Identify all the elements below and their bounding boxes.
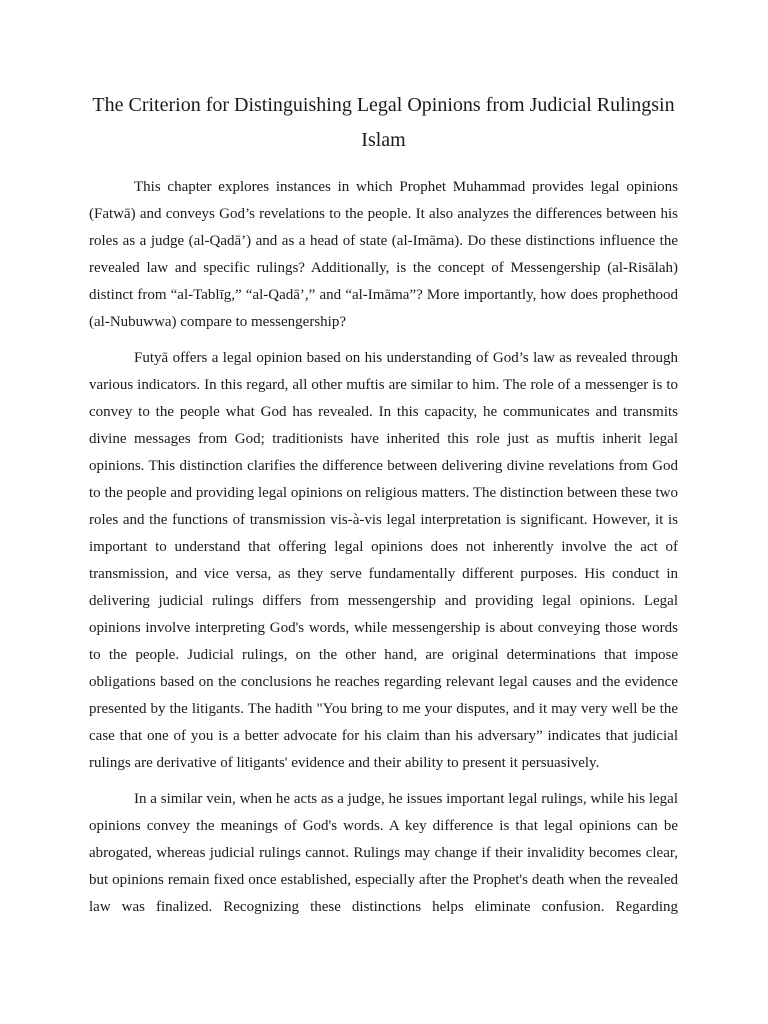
document-page <box>89 88 678 921</box>
paragraph-2: Futyā offers a legal opinion based on his understanding of God’s law as revealed through various indicators. In this regard, all other muftis are similar to him. The role of a messenger is to convey to the people what God has revealed. In this capacity, he communicates and transmits divine messages from God; traditionists have inherited this role just as muftis inherit legal opinions. This distinction clarifies the difference between delivering divine revelations from God to the people and providing legal opinions on religious matters. The distinction between these two roles and the functions of transmission vis-à-vis legal interpretation is significant. However, it is important to understand that offering legal opinions does not inherently involve the act of transmission, and vice versa, as they serve fundamentally different purposes. His conduct in delivering judicial rulings differs from messengership and providing legal opinions. Legal opinions involve interpreting God's words, while messengership is about conveying those words to the people. Judicial rulings, on the other hand, are original determinations that impose obligations based on the conclusions he reaches regarding relevant legal causes and the evidence presented by the litigants. The hadith "You bring to me your disputes, and it may very well be the case that one of you is a better advocate for his claim than his adversary” indicates that judicial rulings are derivative of litigants' evidence and their ability to present it persuasively. <box>89 350 678 771</box>
paragraph-3: In a similar vein, when he acts as a judge, he issues important legal rulings, while his legal opinions convey the meanings of God's words. A key difference is that legal opinions can be abrogated, whereas judicial rulings cannot. Rulings may change if their invalidity becomes clear, but opinions remain fixed once established, especially after the Prophet's death when the revealed law was finalized. Recognizing these distinctions helps eliminate confusion. Regarding <box>89 791 678 915</box>
document-title: The Criterion for Distinguishing Legal Opinions from Judicial Rulingsin Islam <box>92 94 675 151</box>
paragraph-1: This chapter explores instances in which Prophet Muhammad provides legal opinions (Fatwā) and conveys God’s revelations to the people. It also analyzes the differences between his roles as a judge (al-Qadā’) and as a head of state (al-Imāma). Do these distinctions influence the revealed law and specific rulings? Additionally, is the concept of Messengership (al-Risālah) distinct from “al-Tablīg,” “al-Qadā’,” and “al-Imāma”? More importantly, how does prophethood (al-Nubuwwa) compare to messengership? <box>89 179 678 330</box>
